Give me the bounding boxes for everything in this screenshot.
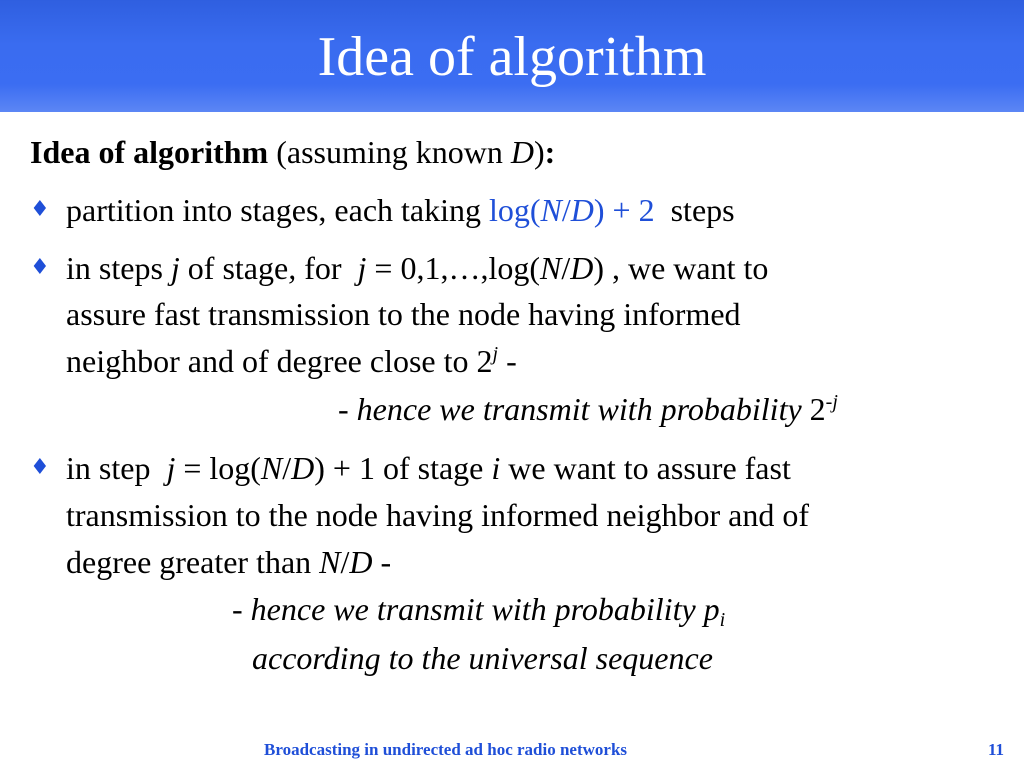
heading-colon: : [544, 134, 556, 170]
bullet3-text: - [372, 544, 392, 580]
bullet1-line [66, 186, 735, 234]
bullet2-text: in steps [66, 250, 171, 286]
bullet3-line4 [232, 585, 725, 633]
bullet3-var-d: D [291, 450, 315, 486]
bullet2-var-j: j [170, 250, 180, 286]
bullet2-text: = 0,1,…,log( [366, 250, 540, 286]
bullet1-formula-log: log( [489, 192, 541, 228]
bullet1-formula-rest: ) + 2 [593, 192, 655, 228]
page-number: 11 [988, 740, 1005, 759]
heading-var-d: D [510, 134, 534, 170]
bullet3-text: ) + 1 [314, 450, 383, 486]
bullet3-var-n: N [319, 544, 341, 580]
bullet2-dash: - [338, 391, 357, 427]
bullet1-formula-slash: / [561, 192, 571, 228]
bullet2-comma: , [288, 250, 297, 286]
heading-bold: Idea of algorithm [30, 134, 269, 170]
bullet1-formula [489, 192, 655, 228]
bullet3-text: we want to assure fast [500, 450, 791, 486]
bullet2-line4 [338, 385, 838, 433]
bullet3-text: degree greater than [66, 544, 320, 580]
bullet2-line1 [66, 244, 768, 292]
footer-title: Broadcasting in undirected ad hoc radio networks [264, 740, 628, 759]
bullet2-text: ) , we want to [593, 250, 769, 286]
bullet3-slash: / [340, 544, 350, 580]
bullet2-superscript: -j [825, 391, 838, 413]
bullet1-formula-d: D [570, 192, 594, 228]
bullet3-text: in step [66, 450, 159, 486]
bullet2-text: for [296, 250, 350, 286]
bullet2-text: of stage [179, 250, 289, 286]
bullet3-text: = log( [175, 450, 261, 486]
bullet1-text-a: partition into stages, each taking [66, 192, 489, 228]
bullet2-var-d: D [570, 250, 594, 286]
heading-paren-close: ) [533, 134, 545, 170]
bullet3-subscript: i [719, 609, 726, 631]
bullet-icon: ♦ [30, 255, 50, 280]
bullet2-text: 2 [801, 391, 826, 427]
bullet-icon: ♦ [30, 197, 50, 222]
bullet3-var-d: D [349, 544, 373, 580]
heading-paren-open: (assuming known [268, 134, 511, 170]
bullet2-italic: hence we transmit with probability [356, 391, 802, 427]
bullet3-var-n: N [260, 450, 283, 486]
bullet3-text: of stage [382, 450, 492, 486]
bullet2-slash: / [561, 250, 571, 286]
bullet3-line2: transmission to the node having informed neighbor and of [66, 497, 809, 533]
bullet2-var-j: j [357, 250, 367, 286]
bullet2-text: - [498, 343, 517, 379]
bullet1-formula-n: N [540, 192, 562, 228]
bullet1-text-b: steps [670, 192, 735, 228]
slide-title: Idea of algorithm [317, 26, 707, 88]
bullet3-italic: hence we transmit with probability p [250, 591, 720, 627]
bullet3-line5: according to the universal sequence [252, 640, 713, 676]
bullet3-var-j: j [166, 450, 176, 486]
bullet2-line3 [66, 337, 517, 385]
bullet3-slash: / [282, 450, 292, 486]
slide-footer [0, 740, 1024, 768]
bullet3-line3 [66, 538, 391, 586]
bullet2-text: neighbor and of degree close to 2 [66, 343, 493, 379]
bullet3-var-i: i [491, 450, 501, 486]
bullet2-superscript: j [492, 343, 499, 365]
bullet-icon: ♦ [30, 455, 50, 480]
body-heading [30, 128, 555, 176]
bullet2-line2: assure fast transmission to the node having informed [66, 296, 741, 332]
bullet2-var-n: N [539, 250, 562, 286]
bullet3-line1 [66, 444, 791, 492]
bullet3-dash: - [232, 591, 251, 627]
